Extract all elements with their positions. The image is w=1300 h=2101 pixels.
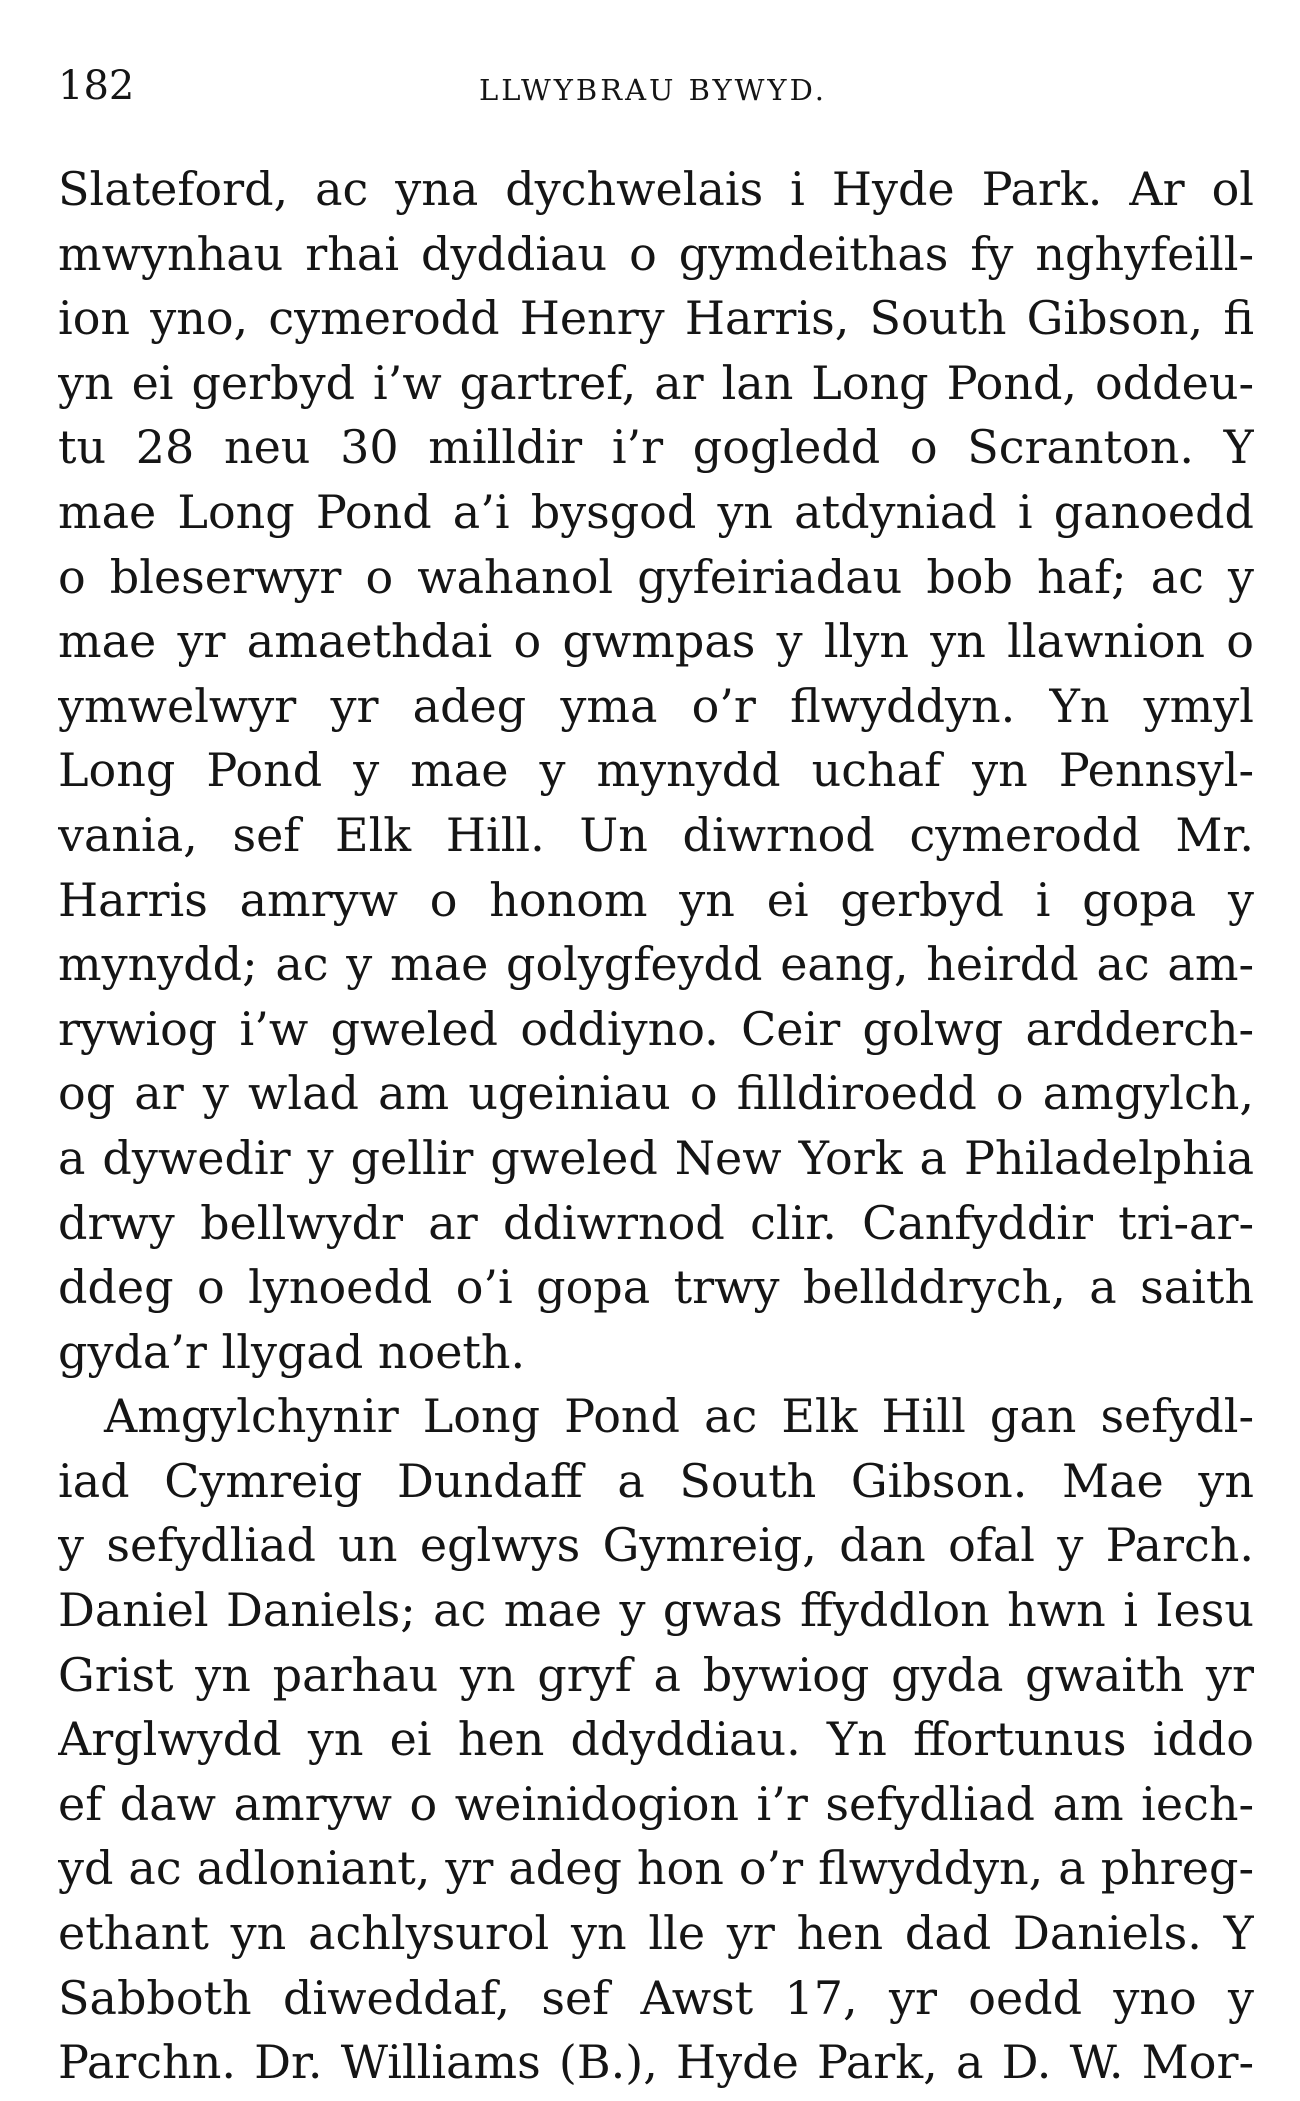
text-line: mae Long Pond a’i bysgod yn atdyniad i ganoedd: [58, 484, 1254, 539]
text-line: iad Cymreig Dundaff a South Gibson. Mae yn: [58, 1453, 1254, 1508]
text-line: y sefydliad un eglwys Gymreig, dan ofal y Parch.: [58, 1518, 1254, 1573]
text-line: vania, sef Elk Hill. Un diwrnod cymerodd Mr.: [58, 807, 1254, 862]
text-line: Long Pond y mae y mynydd uchaf yn Pennsyl-: [58, 743, 1254, 798]
text-line: ethant yn achlysurol yn lle yr hen dad Daniels. Y: [58, 1906, 1254, 1961]
text-line: tu 28 neu 30 milldir i’r gogledd o Scranton. Y: [58, 420, 1254, 475]
page-number: 182: [58, 63, 135, 109]
text-line: yn ei gerbyd i’w gartref, ar lan Long Pond, oddeu-: [58, 355, 1254, 410]
text-line: ddeg o lynoedd o’i gopa trwy bellddrych, a saith: [58, 1260, 1254, 1315]
text-line: mwynhau rhai dyddiau o gymdeithas fy nghyfeill-: [58, 226, 1254, 281]
text-line: rywiog i’w gweled oddiyno. Ceir golwg ardderch-: [58, 1001, 1254, 1056]
text-line: drwy bellwydr ar ddiwrnod clir. Canfyddir tri-ar-: [58, 1195, 1254, 1250]
body-text: [58, 157, 1254, 2095]
text-line: Grist yn parhau yn gryf a bywiog gyda gwaith yr: [58, 1647, 1254, 1702]
paragraph-end-line: gyda’r llygad noeth.: [58, 1324, 526, 1379]
text-line: ion yno, cymerodd Henry Harris, South Gibson, fi: [58, 291, 1254, 346]
running-title: LLWYBRAU BYWYD.: [478, 73, 828, 107]
text-line: ymwelwyr yr adeg yma o’r flwyddyn. Yn ymyl: [58, 678, 1254, 733]
text-line: a dywedir y gellir gweled New York a Philadelphia: [58, 1130, 1254, 1185]
text-line: o bleserwyr o wahanol gyfeiriadau bob haf; ac y: [58, 549, 1254, 604]
text-line: og ar y wlad am ugeiniau o filldiroedd o amgylch,: [58, 1066, 1254, 1121]
text-line: Slateford, ac yna dychwelais i Hyde Park. Ar ol: [58, 162, 1254, 216]
text-line: mae yr amaethdai o gwmpas y llyn yn llawnion o: [58, 614, 1254, 669]
text-line: Sabboth diweddaf, sef Awst 17, yr oedd yno y: [58, 1970, 1254, 2025]
page-header: [58, 58, 1248, 118]
text-line: ef daw amryw o weinidogion i’r sefydliad am iech-: [58, 1776, 1254, 1831]
paragraph-start-line: Amgylchynir Long Pond ac Elk Hill gan sefydl-: [104, 1389, 1254, 1444]
text-line: yd ac adloniant, yr adeg hon o’r flwyddyn, a phreg-: [58, 1841, 1254, 1896]
text-line: Parchn. Dr. Williams (B.), Hyde Park, a D. W. Mor-: [58, 2035, 1254, 2090]
text-line: Daniel Daniels; ac mae y gwas ffyddlon hwn i Iesu: [58, 1583, 1254, 1638]
text-line: mynydd; ac y mae golygfeydd eang, heirdd ac am-: [58, 937, 1254, 992]
text-line: Harris amryw o honom yn ei gerbyd i gopa y: [58, 872, 1254, 927]
text-line: Arglwydd yn ei hen ddyddiau. Yn ffortunus iddo: [58, 1712, 1254, 1767]
